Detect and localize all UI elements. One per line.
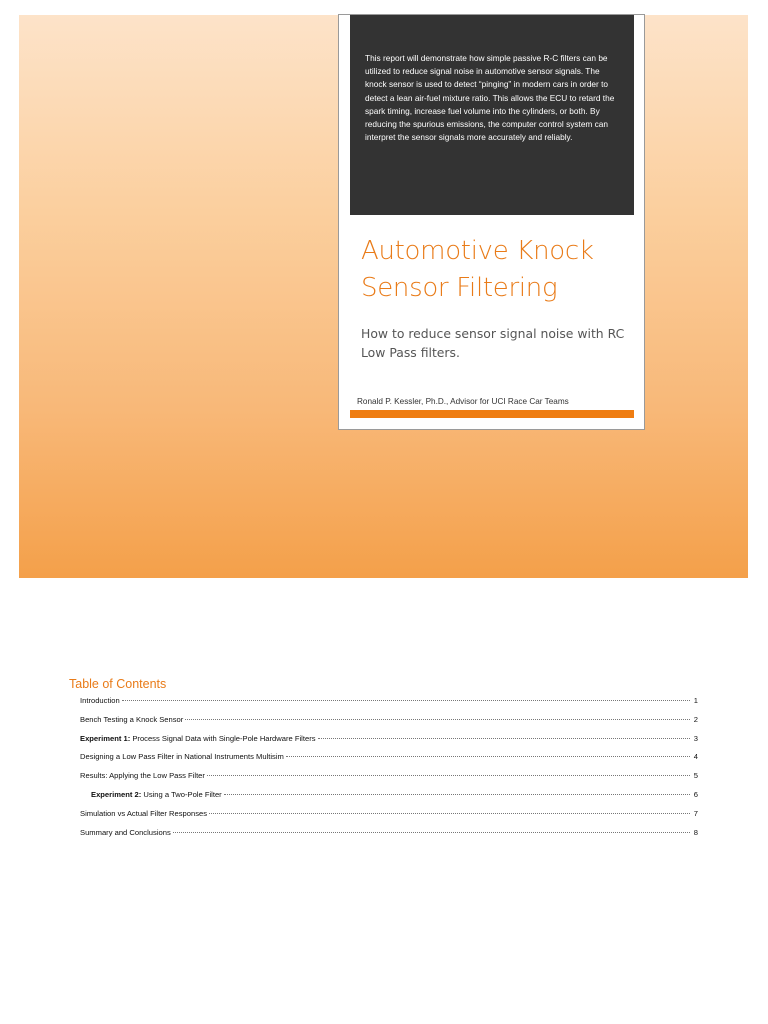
toc-page-number: 3 [693,733,698,743]
toc-entry[interactable] [80,828,698,847]
toc-entry-label: Introduction [80,696,120,705]
toc-page-number: 7 [693,808,698,818]
toc-entry[interactable] [80,734,698,753]
toc-dot-leader [224,794,690,795]
toc-heading: Table of Contents [69,677,167,691]
cover-page [338,14,645,430]
toc-entry[interactable] [80,790,698,809]
toc-dot-leader [173,832,690,833]
toc-page-number: 1 [693,696,698,705]
document-title: Automotive Knock Sensor Filtering [361,236,594,303]
toc-dot-leader [209,813,690,814]
toc-dot-leader [185,719,690,720]
toc-entry-label: Experiment 1: Process Signal Data with Single-Pole Hardware Filters [80,733,316,743]
toc-entry[interactable] [80,715,698,734]
abstract-text: This report will demonstrate how simple passive R-C filters can be utilized to reduce signal noise in automotive sensor signals. The knock sensor is used to detect “pinging” in modern cars in order to detect a lean air-fuel mixture ratio. This allows the ECU to retard the spark timing, increase fuel volume into the cylinders, or both. By reducing the spurious emissions, the computer control system can interpret the sensor signals more accurately and reliably. [365,53,615,143]
accent-bar [350,410,634,418]
toc-page-number: 5 [693,771,698,781]
table-of-contents [80,696,698,846]
toc-page-number: 6 [693,789,698,799]
toc-entry[interactable] [80,696,698,715]
toc-page-number: 8 [693,827,698,837]
toc-entry-label: Simulation vs Actual Filter Responses [80,808,208,818]
document-author: Ronald P. Kessler, Ph.D., Advisor for UCI Race Car Teams [357,397,569,406]
toc-entry-label: Summary and Conclusions [80,827,171,837]
toc-dot-leader [122,700,690,701]
toc-entry-label: Designing a Low Pass Filter in National Instruments Multisim [80,752,284,762]
toc-entry-label: Bench Testing a Knock Sensor [80,714,184,724]
toc-page-number: 2 [693,714,698,724]
toc-dot-leader [318,738,690,739]
toc-dot-leader [286,756,690,757]
toc-entry[interactable] [80,752,698,771]
document-subtitle: How to reduce sensor signal noise with RC Low Pass filters. [361,326,625,360]
abstract-box [350,15,634,215]
toc-page-number: 4 [693,752,698,762]
toc-dot-leader [207,775,690,776]
toc-entry[interactable] [80,771,698,790]
toc-entry-label: Results: Applying the Low Pass Filter [80,771,205,781]
toc-entry[interactable] [80,809,698,828]
toc-entry-label: Experiment 2: Using a Two-Pole Filter [91,789,222,799]
